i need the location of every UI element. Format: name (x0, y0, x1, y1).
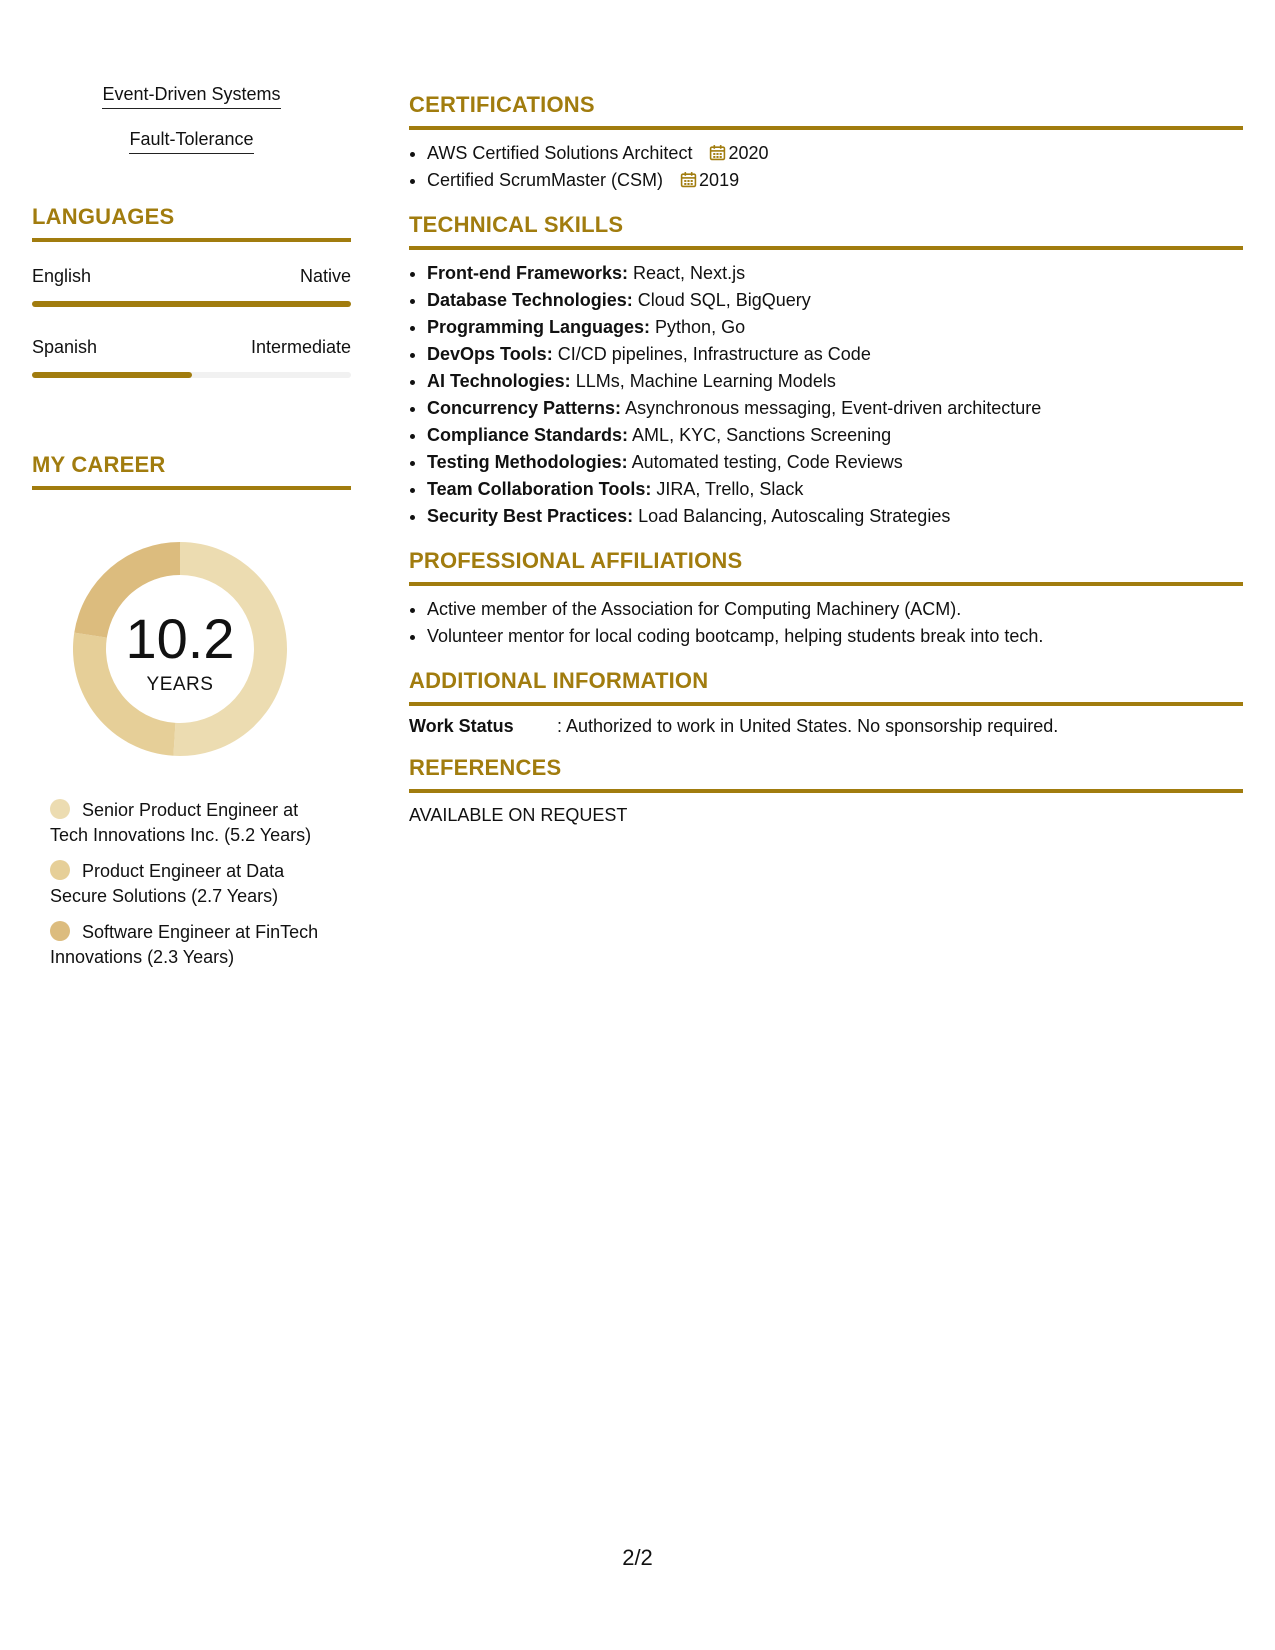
calendar-icon (709, 144, 726, 161)
skill-item (427, 368, 1243, 395)
skill-values: Python, Go (650, 317, 746, 337)
section-divider (409, 702, 1243, 706)
skill-item (427, 395, 1243, 422)
skill-item (427, 422, 1243, 449)
language-name: English (32, 266, 92, 286)
section-divider (409, 126, 1243, 130)
skill-category: DevOps Tools: (427, 344, 553, 364)
skill-item (427, 287, 1243, 314)
skill-item (427, 476, 1243, 503)
skill-category: Programming Languages: (427, 317, 651, 337)
references-text: AVAILABLE ON REQUEST (409, 805, 628, 825)
section-title: TECHNICAL SKILLS (409, 212, 624, 237)
certifications-section (409, 92, 1243, 194)
skill-values: LLMs, Machine Learning Models (570, 371, 836, 391)
references-section (409, 755, 1243, 826)
left-column (32, 84, 351, 981)
technical-skills-section (409, 212, 1243, 530)
career-donut-chart (65, 534, 295, 764)
legend-label: Product Engineer at Data Secure Solutions (2.7 Years) (50, 861, 285, 906)
career-unit: YEARS (146, 674, 214, 695)
affiliation-item: • Active member of the Association for Computing Machinery (ACM). (427, 596, 1243, 623)
calendar-icon (680, 171, 697, 188)
section-divider (32, 486, 351, 490)
languages-section (32, 204, 351, 378)
work-status-row (409, 716, 1243, 737)
proficiency-fill (32, 301, 351, 307)
legend-item (50, 859, 340, 909)
certification-item (427, 167, 1243, 194)
legend-item (50, 920, 340, 970)
language-level: Native (299, 266, 351, 286)
section-divider (409, 582, 1243, 586)
skill-category: Testing Methodologies: (427, 452, 628, 472)
skill-category: Compliance Standards: (427, 425, 629, 445)
section-title: CERTIFICATIONS (409, 92, 595, 117)
legend-item (50, 798, 340, 848)
section-title: LANGUAGES (32, 204, 175, 229)
section-title: MY CAREER (32, 452, 166, 477)
work-status-value: : Authorized to work in United States. No sponsorship required. (557, 716, 1059, 736)
section-title: PROFESSIONAL AFFILIATIONS (409, 548, 743, 573)
work-status-label: Work Status (409, 716, 514, 736)
language-level: Intermediate (250, 337, 351, 357)
skill-category: Team Collaboration Tools: (427, 479, 652, 499)
skill-category: Front-end Frameworks: (427, 263, 629, 283)
skill-category: Security Best Practices: (427, 506, 634, 526)
section-divider (32, 238, 351, 242)
legend-label: Senior Product Engineer at Tech Innovations Inc. (5.2 Years) (50, 800, 312, 845)
skill-category: Concurrency Patterns: (427, 398, 622, 418)
section-title: REFERENCES (409, 755, 562, 780)
affiliations-section (409, 548, 1243, 650)
skills-list (409, 260, 1243, 530)
skill-values: React, Next.js (628, 263, 746, 283)
skill-values: CI/CD pipelines, Infrastructure as Code (552, 344, 871, 364)
section-title: ADDITIONAL INFORMATION (409, 668, 709, 693)
section-divider (409, 789, 1243, 793)
language-item (32, 337, 351, 378)
career-section (32, 452, 351, 970)
skill-category: AI Technologies: (427, 371, 571, 391)
proficiency-fill (32, 372, 192, 378)
career-legend (50, 798, 351, 970)
skill-category: Database Technologies: (427, 290, 633, 310)
skill-item (427, 503, 1243, 530)
language-item (32, 266, 351, 307)
page-number: 2/2 (622, 1545, 653, 1570)
skill-item (427, 341, 1243, 368)
certification-name: AWS Certified Solutions Architect (427, 143, 693, 163)
proficiency-bar (32, 301, 351, 307)
skill-values: Cloud SQL, BigQuery (632, 290, 811, 310)
right-column (409, 92, 1243, 844)
legend-label: Software Engineer at FinTech Innovations (2.3 Years) (50, 922, 319, 967)
skill-item (427, 314, 1243, 341)
legend-dot (50, 860, 70, 880)
certification-year: 2020 (728, 143, 769, 163)
skill-values: Automated testing, Code Reviews (627, 452, 903, 472)
skill-values: Asynchronous messaging, Event-driven architecture (621, 398, 1042, 418)
certification-year: 2019 (699, 170, 740, 190)
skill-tag: Event-Driven Systems (102, 84, 280, 109)
skill-values: JIRA, Trello, Slack (651, 479, 804, 499)
legend-dot (50, 799, 70, 819)
career-total: 10.2 (125, 607, 235, 670)
legend-dot (50, 921, 70, 941)
certification-item (427, 140, 1243, 167)
skill-values: AML, KYC, Sanctions Screening (628, 425, 892, 445)
skill-item (427, 260, 1243, 287)
skill-tags (32, 84, 351, 174)
proficiency-bar (32, 372, 351, 378)
affiliation-item: • Volunteer mentor for local coding bootcamp, helping students break into tech. (427, 623, 1243, 650)
language-name: Spanish (32, 337, 98, 357)
certification-name: Certified ScrumMaster (CSM) (427, 170, 664, 190)
additional-info-section (409, 668, 1243, 737)
skill-item (427, 449, 1243, 476)
section-divider (409, 246, 1243, 250)
skill-tag: Fault-Tolerance (129, 129, 253, 154)
skill-values: Load Balancing, Autoscaling Strategies (633, 506, 951, 526)
